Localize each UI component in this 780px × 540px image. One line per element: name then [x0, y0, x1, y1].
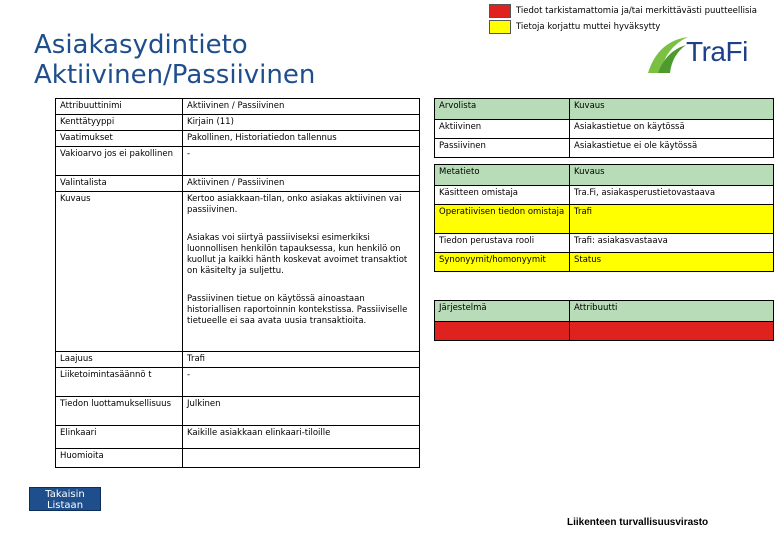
- title-line-2: Aktiivinen/Passiivinen: [34, 60, 316, 90]
- metadata-value: Trafi: [570, 205, 774, 234]
- row-label: Attribuuttinimi: [56, 99, 183, 115]
- back-button-line-2: Listaan: [46, 500, 84, 511]
- metadata-key: Käsitteen omistaja: [435, 186, 570, 205]
- attribute-header: Attribuutti: [570, 301, 774, 322]
- valuelist-header: Arvolista: [435, 99, 570, 120]
- row-label: Huomioita: [56, 449, 183, 468]
- row-value: -: [183, 368, 420, 397]
- table-row: [435, 120, 774, 139]
- row-label: Kuvaus: [56, 192, 183, 352]
- back-button-line-1: Takaisin: [45, 489, 85, 500]
- table-row: [435, 205, 774, 234]
- table-header-row: [435, 301, 774, 322]
- table-row: [56, 115, 420, 131]
- table-row: [56, 449, 420, 468]
- table-header-row: [435, 99, 774, 120]
- table-row: [435, 322, 774, 341]
- table-row: [56, 192, 420, 352]
- table-gap: [435, 272, 774, 301]
- legend-red-text: Tiedot tarkistamattomia ja/tai merkittävästi puutteellisia: [516, 6, 757, 16]
- back-to-list-button[interactable]: [29, 487, 101, 511]
- valuelist-description-header: Kuvaus: [570, 99, 774, 120]
- row-value: Pakollinen, Historiatiedon tallennus: [183, 131, 420, 147]
- valuelist-value: Aktiivinen: [435, 120, 570, 139]
- table-row: [56, 176, 420, 192]
- valuelist-description: Asiakastietue ei ole käytössä: [570, 139, 774, 158]
- table-row: [56, 131, 420, 147]
- system-value: [435, 322, 570, 341]
- table-row: [435, 186, 774, 205]
- title-line-1: Asiakasydintieto: [34, 30, 248, 60]
- metadata-key: Synonyymit/homonyymit: [435, 253, 570, 272]
- row-label: Liiketoimintasäännö t: [56, 368, 183, 397]
- metadata-value: Status: [570, 253, 774, 272]
- table-row: [56, 397, 420, 426]
- row-label: Kenttätyyppi: [56, 115, 183, 131]
- valuelist-value: Passiivinen: [435, 139, 570, 158]
- table-row: [56, 99, 420, 115]
- row-value: Julkinen: [183, 397, 420, 426]
- metadata-key: Tiedon perustava rooli: [435, 234, 570, 253]
- row-label: Valintalista: [56, 176, 183, 192]
- row-value: Aktiivinen / Passiivinen: [183, 99, 420, 115]
- row-value: Trafi: [183, 352, 420, 368]
- table-row: [56, 147, 420, 176]
- metadata-value: Tra.Fi, asiakasperustietovastaava: [570, 186, 774, 205]
- logo-text: TraFi: [686, 36, 748, 67]
- row-value: Aktiivinen / Passiivinen: [183, 176, 420, 192]
- table-row: [56, 426, 420, 449]
- description-para-3: Passiivinen tietue on käytössä ainoastaan historiallisen raportoinnin kontekstissa. Passiiviselle tietueelle ei saa avata uusia transaktioita.: [187, 294, 408, 326]
- table-row: [435, 139, 774, 158]
- footer-agency-name: Liikenteen turvallisuusvirasto: [567, 517, 709, 528]
- row-value: -: [183, 147, 420, 176]
- table-gap: [435, 158, 774, 165]
- table-row: [56, 368, 420, 397]
- legend-yellow-text: Tietoja korjattu muttei hyväksytty: [516, 22, 661, 32]
- row-value: Kirjain (11): [183, 115, 420, 131]
- description-para-2: Asiakas voi siirtyä passiiviseksi esimerkiksi luonnollisen henkilön tapauksessa, kun henkilö on kuollut ja kaikki hänth koskevat avoimet transaktiot on käsitelty ja suljettu.: [187, 233, 408, 276]
- metadata-description-header: Kuvaus: [570, 165, 774, 186]
- row-value: [183, 192, 420, 352]
- table-row: [435, 253, 774, 272]
- metadata-header: Metatieto: [435, 165, 570, 186]
- table-row: [435, 234, 774, 253]
- system-header: Järjestelmä: [435, 301, 570, 322]
- row-label: Elinkaari: [56, 426, 183, 449]
- system-attribute-value: [570, 322, 774, 341]
- row-value: [183, 449, 420, 468]
- valuelist-description: Asiakastietue on käytössä: [570, 120, 774, 139]
- legend-red-swatch: [489, 4, 511, 18]
- row-label: Vakioarvo jos ei pakollinen: [56, 147, 183, 176]
- page-title: [34, 30, 315, 90]
- attribute-table: [55, 98, 420, 468]
- row-value: Kaikille asiakkaan elinkaari-tiloille: [183, 426, 420, 449]
- metadata-value: Trafi: asiakasvastaava: [570, 234, 774, 253]
- metadata-key: Operatiivisen tiedon omistaja: [435, 205, 570, 234]
- table-header-row: [435, 165, 774, 186]
- legend-yellow-swatch: [489, 20, 511, 34]
- table-row: [56, 352, 420, 368]
- row-label: Vaatimukset: [56, 131, 183, 147]
- valuelist-metadata-table: [434, 98, 774, 341]
- row-label: Tiedon luottamuksellisuus: [56, 397, 183, 426]
- row-label: Laajuus: [56, 352, 183, 368]
- description-para-1: Kertoo asiakkaan-tilan, onko asiakas aktiivinen vai passiivinen.: [187, 194, 402, 215]
